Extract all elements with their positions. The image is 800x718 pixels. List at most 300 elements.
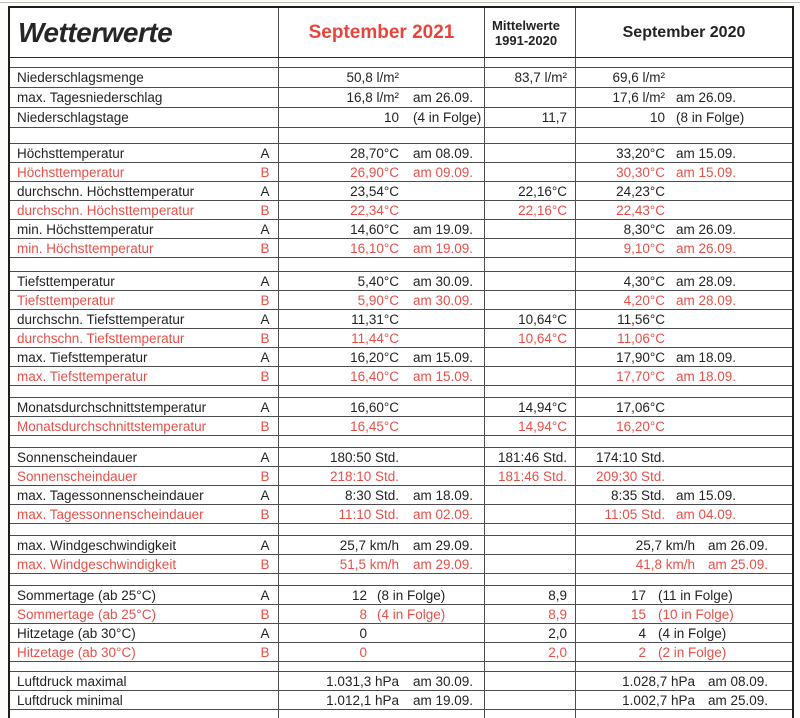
row-label: max. Tagessonnenscheindauer: [17, 487, 204, 503]
value-september-2021: 16,20°C: [350, 349, 399, 365]
value-mittelwerte: 11,7: [541, 110, 567, 125]
cell-mittelwerte: [484, 220, 575, 238]
table-header-row: [10, 8, 792, 58]
cell-september-2021: [278, 367, 484, 385]
value-september-2020: 11,56°C: [617, 311, 665, 327]
value-september-2021: 23,54°C: [350, 183, 399, 199]
cell-september-2021: [278, 144, 484, 162]
ab-marker: A: [260, 537, 270, 553]
ab-marker: B: [260, 164, 270, 180]
cell-september-2021: [278, 691, 484, 709]
cell-mittelwerte: [484, 691, 575, 709]
cell-mittelwerte: [484, 624, 575, 642]
table-row: [10, 486, 792, 505]
row-label-cell: [10, 329, 278, 347]
section-spacer: [10, 386, 792, 398]
cell-september-2020: [575, 182, 792, 200]
section-spacer: [10, 710, 792, 718]
cell-mittelwerte: [484, 291, 575, 309]
table-row: [10, 367, 792, 386]
cell-september-2020: [575, 486, 792, 504]
cell-september-2021: [278, 505, 484, 523]
row-label: min. Höchsttemperatur: [17, 221, 154, 237]
cell-september-2021: [278, 220, 484, 238]
section-spacer: [10, 662, 792, 672]
row-label: durchschn. Tiefsttemperatur: [17, 311, 185, 327]
cell-september-2021: [278, 163, 484, 181]
cell-september-2020: [575, 505, 792, 523]
value-september-2021: 11,31°C: [351, 311, 399, 327]
ab-marker: A: [260, 273, 270, 289]
value-september-2020: 11:05 Std.: [604, 506, 665, 522]
row-label-cell: [10, 555, 278, 573]
value-september-2021: 16,8 l/m²: [346, 90, 399, 105]
value-september-2020: 69,6 l/m²: [612, 70, 665, 85]
cell-september-2020: [575, 108, 792, 127]
value-september-2021: 16,40°C: [350, 368, 399, 384]
value-september-2021: 16,10°C: [350, 240, 399, 256]
date-september-2021: am 09.09.: [413, 164, 474, 180]
ab-marker: A: [260, 449, 270, 465]
cell-mittelwerte: [484, 163, 575, 181]
cell-mittelwerte: [484, 239, 575, 257]
cell-september-2020: [575, 68, 792, 87]
value-september-2020: 8:35 Std.: [610, 487, 665, 503]
cell-mittelwerte: [484, 108, 575, 127]
date-september-2020: am 26.09.: [676, 221, 737, 237]
value-september-2020: 41,8 km/h: [635, 556, 695, 572]
row-label-cell: [10, 448, 278, 466]
cell-september-2020: [575, 201, 792, 219]
value-september-2020: 16,20°C: [616, 418, 665, 434]
cell-mittelwerte: [484, 348, 575, 366]
ab-marker: A: [260, 183, 270, 199]
value-september-2021: 8:30 Std.: [344, 487, 399, 503]
table-row: [10, 505, 792, 524]
cell-september-2021: [278, 586, 484, 604]
value-september-2021: 1.012,1 hPa: [326, 692, 399, 708]
date-september-2021: am 29.09.: [413, 537, 474, 553]
row-label-cell: [10, 624, 278, 642]
date-september-2020: am 08.09.: [708, 673, 769, 689]
cell-september-2020: [575, 88, 792, 107]
cell-september-2020: [575, 329, 792, 347]
cell-mittelwerte: [484, 144, 575, 162]
table-row: [10, 467, 792, 486]
table-row: [10, 108, 792, 128]
cell-september-2020: [575, 239, 792, 257]
cell-september-2020: [575, 605, 792, 623]
row-label: Tiefsttemperatur: [17, 273, 115, 289]
row-label-cell: [10, 68, 278, 87]
date-september-2020: (8 in Folge): [676, 110, 745, 125]
date-september-2020: am 25.09.: [708, 692, 769, 708]
date-september-2021: am 30.09.: [413, 273, 474, 289]
row-label-cell: [10, 672, 278, 690]
ab-marker: B: [260, 292, 270, 308]
date-september-2020: am 28.09.: [676, 273, 737, 289]
date-september-2021: am 02.09.: [413, 506, 474, 522]
cell-mittelwerte: [484, 272, 575, 290]
row-label-cell: [10, 108, 278, 127]
ab-marker: A: [260, 145, 270, 161]
table-row: [10, 536, 792, 555]
date-september-2021: am 15.09.: [413, 349, 474, 365]
row-label-cell: [10, 586, 278, 604]
date-september-2020: (2 in Folge): [658, 644, 727, 660]
row-label-cell: [10, 310, 278, 328]
column-header-mittelwerte: [484, 8, 575, 57]
table-row: [10, 417, 792, 436]
row-label-cell: [10, 291, 278, 309]
cell-mittelwerte: [484, 555, 575, 573]
column-header-september-2020: September 2020: [575, 8, 792, 57]
date-september-2020: am 04.09.: [676, 506, 737, 522]
value-september-2021: 11,44°C: [351, 330, 399, 346]
row-label: max. Tagesniederschlag: [17, 90, 163, 105]
mittelwerte-label: Mittelwerte: [492, 17, 560, 33]
value-september-2020: 174:10 Std.: [595, 449, 665, 465]
value-mittelwerte: 10,64°C: [518, 330, 567, 346]
date-september-2020: am 15.09.: [676, 487, 737, 503]
row-label-cell: [10, 272, 278, 290]
ab-marker: A: [260, 625, 270, 641]
cell-september-2020: [575, 348, 792, 366]
table-row: [10, 272, 792, 291]
date-september-2021: (4 in Folge): [377, 606, 446, 622]
ab-marker: B: [260, 644, 270, 660]
date-september-2021: am 29.09.: [413, 556, 474, 572]
row-label: max. Windgeschwindigkeit: [17, 537, 177, 553]
table-row: [10, 448, 792, 467]
value-september-2020: 33,20°C: [616, 145, 665, 161]
cell-mittelwerte: [484, 201, 575, 219]
value-september-2021: 11:10 Std.: [338, 506, 399, 522]
cell-mittelwerte: [484, 536, 575, 554]
cell-mittelwerte: [484, 417, 575, 435]
row-label: Tiefsttemperatur: [17, 292, 115, 308]
value-september-2021: 180:50 Std.: [329, 449, 399, 465]
ab-marker: B: [260, 506, 270, 522]
cell-september-2021: [278, 624, 484, 642]
row-label-cell: [10, 201, 278, 219]
value-september-2020: 30,30°C: [616, 164, 665, 180]
cell-september-2020: [575, 586, 792, 604]
value-mittelwerte: 10,64°C: [518, 311, 567, 327]
cell-september-2021: [278, 467, 484, 485]
row-label-cell: [10, 605, 278, 623]
row-label: Monatsdurchschnittstemperatur: [17, 399, 207, 415]
row-label: durchschn. Höchsttemperatur: [17, 183, 195, 199]
value-september-2021: 28,70°C: [350, 145, 399, 161]
section-spacer: [10, 258, 792, 272]
cell-mittelwerte: [484, 88, 575, 107]
cell-september-2021: [278, 448, 484, 466]
cell-september-2021: [278, 643, 484, 661]
cell-september-2021: [278, 88, 484, 107]
date-september-2020: am 26.09.: [676, 240, 737, 256]
row-label-cell: [10, 691, 278, 709]
date-september-2021: am 30.09.: [413, 673, 474, 689]
row-label-cell: [10, 88, 278, 107]
value-september-2021: 1.031,3 hPa: [326, 673, 399, 689]
ab-marker: A: [260, 587, 270, 603]
value-september-2021: 0: [359, 625, 367, 641]
page-title: Wetterwerte: [18, 16, 173, 48]
value-september-2020: 1.002,7 hPa: [622, 692, 695, 708]
cell-september-2021: [278, 239, 484, 257]
value-september-2021: 14,60°C: [350, 221, 399, 237]
cell-mittelwerte: [484, 586, 575, 604]
value-september-2021: 25,7 km/h: [339, 537, 399, 553]
date-september-2020: am 28.09.: [676, 292, 737, 308]
cell-mittelwerte: [484, 605, 575, 623]
value-mittelwerte: 14,94°C: [518, 418, 567, 434]
table-row: [10, 329, 792, 348]
value-september-2021: 16,60°C: [350, 399, 399, 415]
cell-september-2021: [278, 310, 484, 328]
table-row: [10, 624, 792, 643]
row-label-cell: [10, 398, 278, 416]
ab-marker: B: [260, 202, 270, 218]
cell-september-2021: [278, 348, 484, 366]
cell-mittelwerte: [484, 672, 575, 690]
cell-september-2020: [575, 691, 792, 709]
cell-mittelwerte: [484, 467, 575, 485]
date-september-2020: (10 in Folge): [658, 606, 734, 622]
row-label: max. Tiefsttemperatur: [17, 349, 148, 365]
cell-september-2020: [575, 417, 792, 435]
value-september-2021: 0: [359, 644, 367, 660]
row-label-cell: [10, 486, 278, 504]
column-header-september-2021: September 2021: [278, 8, 484, 57]
date-september-2021: am 19.09.: [413, 221, 474, 237]
cell-september-2020: [575, 291, 792, 309]
value-mittelwerte: 8,9: [548, 606, 567, 622]
date-september-2021: (4 in Folge): [413, 110, 482, 125]
row-label-cell: [10, 505, 278, 523]
section-spacer: [10, 524, 792, 536]
ab-marker: A: [260, 221, 270, 237]
date-september-2020: am 26.09.: [676, 90, 737, 105]
row-label-cell: [10, 182, 278, 200]
row-label: Monatsdurchschnittstemperatur: [17, 418, 207, 434]
row-label-cell: [10, 239, 278, 257]
row-label-cell: [10, 467, 278, 485]
value-mittelwerte: 22,16°C: [518, 202, 567, 218]
value-september-2020: 15: [630, 606, 646, 622]
value-september-2021: 12: [351, 587, 367, 603]
ab-marker: B: [260, 368, 270, 384]
table-row: [10, 88, 792, 108]
value-mittelwerte: 14,94°C: [518, 399, 567, 415]
row-label: Hitzetage (ab 30°C): [17, 625, 136, 641]
row-label-cell: [10, 220, 278, 238]
cell-september-2020: [575, 310, 792, 328]
ab-marker: A: [260, 349, 270, 365]
value-mittelwerte: 8,9: [548, 587, 567, 603]
value-september-2020: 17,06°C: [616, 399, 665, 415]
cell-mittelwerte: [484, 448, 575, 466]
cell-september-2020: [575, 672, 792, 690]
cell-september-2020: [575, 536, 792, 554]
cell-september-2021: [278, 201, 484, 219]
row-label: min. Höchsttemperatur: [17, 240, 154, 256]
cell-september-2021: [278, 108, 484, 127]
cell-september-2020: [575, 448, 792, 466]
value-september-2020: 8,30°C: [623, 221, 665, 237]
row-label: Niederschlagstage: [17, 110, 129, 125]
cell-mittelwerte: [484, 68, 575, 87]
table-row: [10, 605, 792, 624]
table-row: [10, 220, 792, 239]
row-label: Luftdruck minimal: [17, 692, 123, 708]
row-label: max. Windgeschwindigkeit: [17, 556, 177, 572]
row-label-cell: [10, 163, 278, 181]
date-september-2021: am 19.09.: [413, 692, 474, 708]
date-september-2020: am 15.09.: [676, 145, 737, 161]
cell-september-2020: [575, 144, 792, 162]
cell-september-2021: [278, 329, 484, 347]
table-row: [10, 586, 792, 605]
table-row: [10, 310, 792, 329]
cell-mittelwerte: [484, 643, 575, 661]
value-mittelwerte: 181:46 Std.: [497, 449, 567, 465]
value-september-2020: 1.028,7 hPa: [622, 673, 695, 689]
ab-marker: A: [260, 399, 270, 415]
row-label: durchschn. Höchsttemperatur: [17, 202, 195, 218]
value-september-2021: 10: [383, 110, 399, 125]
ab-marker: A: [260, 487, 270, 503]
value-september-2020: 22,43°C: [616, 202, 665, 218]
date-september-2021: am 26.09.: [413, 90, 474, 105]
section-spacer: [10, 574, 792, 586]
cell-september-2021: [278, 536, 484, 554]
section-spacer: [10, 436, 792, 448]
cell-september-2021: [278, 182, 484, 200]
date-september-2021: am 30.09.: [413, 292, 474, 308]
row-label: Niederschlagsmenge: [17, 70, 144, 85]
table-row: [10, 239, 792, 258]
cell-september-2020: [575, 467, 792, 485]
section-spacer: [10, 58, 792, 68]
row-label: Höchsttemperatur: [17, 164, 125, 180]
weather-table: [8, 6, 794, 718]
ab-marker: A: [260, 311, 270, 327]
cell-mittelwerte: [484, 329, 575, 347]
date-september-2020: am 15.09.: [676, 164, 737, 180]
row-label: Sommertage (ab 25°C): [17, 606, 156, 622]
row-label: durchschn. Tiefsttemperatur: [17, 330, 185, 346]
row-label-cell: [10, 348, 278, 366]
row-label-cell: [10, 144, 278, 162]
date-september-2020: am 18.09.: [676, 368, 737, 384]
ab-marker: B: [260, 556, 270, 572]
value-september-2021: 22,34°C: [350, 202, 399, 218]
cell-september-2021: [278, 68, 484, 87]
value-september-2020: 9,10°C: [623, 240, 665, 256]
cell-september-2020: [575, 398, 792, 416]
value-september-2020: 10: [649, 110, 665, 125]
table-row: [10, 182, 792, 201]
row-label-cell: [10, 417, 278, 435]
value-september-2020: 209:30 Std.: [595, 468, 665, 484]
cell-mittelwerte: [484, 310, 575, 328]
cell-september-2021: [278, 486, 484, 504]
value-mittelwerte: 181:46 Std.: [497, 468, 567, 484]
cell-september-2021: [278, 398, 484, 416]
row-label: max. Tiefsttemperatur: [17, 368, 148, 384]
cell-september-2020: [575, 272, 792, 290]
cell-september-2020: [575, 367, 792, 385]
row-label-cell: [10, 367, 278, 385]
value-september-2020: 17,6 l/m²: [612, 90, 665, 105]
value-september-2020: 4: [638, 625, 646, 641]
row-label: max. Tagessonnenscheindauer: [17, 506, 204, 522]
value-september-2020: 17: [630, 587, 646, 603]
value-september-2021: 5,40°C: [357, 273, 399, 289]
table-row: [10, 398, 792, 417]
cell-september-2020: [575, 643, 792, 661]
ab-marker: B: [260, 606, 270, 622]
table-row: [10, 144, 792, 163]
row-label: Sonnenscheindauer: [17, 468, 138, 484]
date-september-2020: am 26.09.: [708, 537, 769, 553]
ab-marker: B: [260, 468, 270, 484]
value-september-2020: 11,06°C: [617, 330, 665, 346]
cell-september-2020: [575, 220, 792, 238]
value-september-2020: 17,70°C: [616, 368, 665, 384]
table-row: [10, 348, 792, 367]
scan-artifact-line: [0, 2, 800, 3]
date-september-2021: am 19.09.: [413, 240, 474, 256]
value-september-2020: 17,90°C: [616, 349, 665, 365]
date-september-2020: (11 in Folge): [658, 587, 733, 603]
value-september-2021: 8: [359, 606, 367, 622]
cell-mittelwerte: [484, 398, 575, 416]
table-row: [10, 691, 792, 710]
row-label: Hitzetage (ab 30°C): [17, 644, 136, 660]
value-september-2020: 4,30°C: [623, 273, 665, 289]
cell-september-2020: [575, 555, 792, 573]
cell-september-2020: [575, 624, 792, 642]
cell-mittelwerte: [484, 505, 575, 523]
row-label-cell: [10, 643, 278, 661]
table-body: [10, 68, 792, 718]
cell-september-2021: [278, 672, 484, 690]
cell-mittelwerte: [484, 182, 575, 200]
value-mittelwerte: 2,0: [548, 644, 567, 660]
value-september-2021: 16,45°C: [350, 418, 399, 434]
table-row: [10, 291, 792, 310]
value-mittelwerte: 83,7 l/m²: [514, 70, 567, 85]
date-september-2020: am 25.09.: [708, 556, 769, 572]
value-september-2020: 2: [638, 644, 646, 660]
cell-mittelwerte: [484, 486, 575, 504]
value-mittelwerte: 2,0: [548, 625, 567, 641]
row-label: Luftdruck maximal: [17, 673, 127, 689]
row-label: Sommertage (ab 25°C): [17, 587, 156, 603]
cell-september-2020: [575, 163, 792, 181]
date-september-2020: am 18.09.: [676, 349, 737, 365]
table-row: [10, 201, 792, 220]
date-september-2021: (8 in Folge): [377, 587, 446, 603]
cell-september-2021: [278, 417, 484, 435]
value-september-2021: 26,90°C: [350, 164, 399, 180]
row-label: Höchsttemperatur: [17, 145, 125, 161]
table-row: [10, 555, 792, 574]
mittelwerte-period: 1991-2020: [494, 32, 558, 48]
